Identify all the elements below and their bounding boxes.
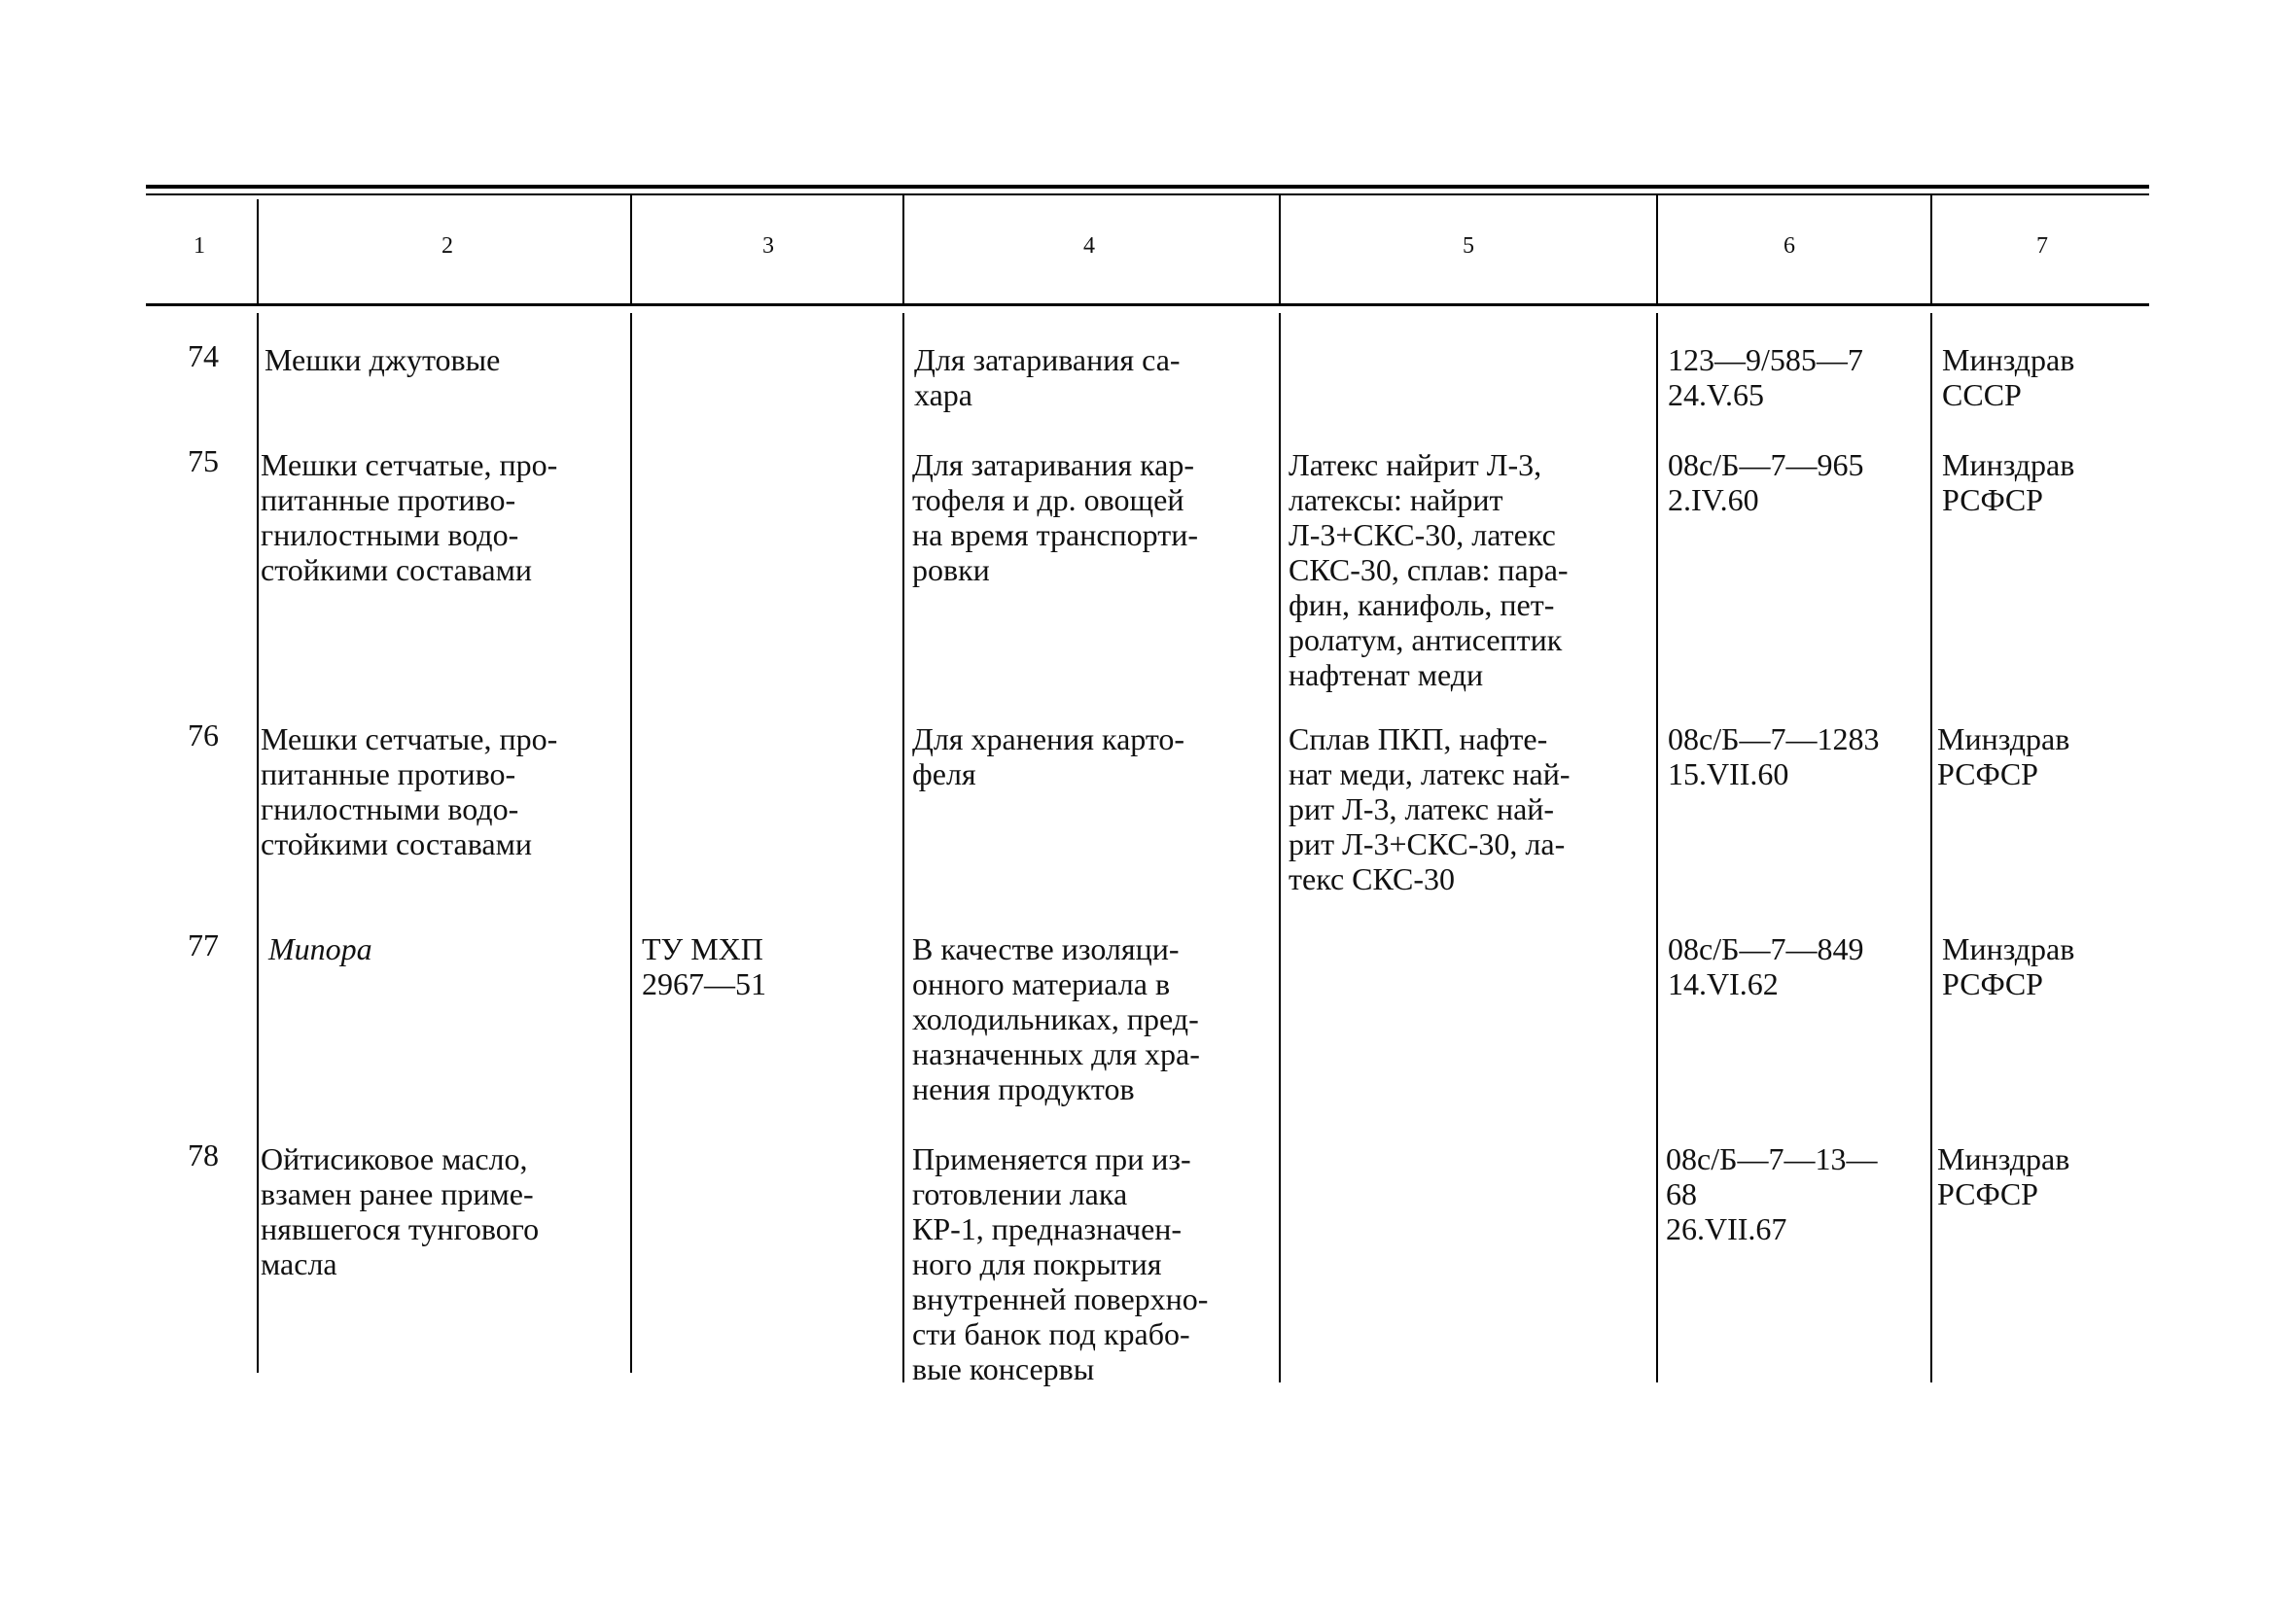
col-header-4: 4 [1083,233,1095,259]
purpose: Для хранения карто- феля [912,721,1185,791]
col-divider [257,313,259,1373]
col-header-6: 6 [1784,233,1795,259]
row-number: 78 [188,1137,219,1172]
col-divider [1279,194,1281,303]
col-divider [630,194,632,303]
issuing-authority: Минздрав РСФСР [1937,721,2070,791]
row-number: 74 [188,338,219,373]
issuing-authority: Минздрав РСФСР [1937,1141,2070,1211]
permit-number: 08с/Б—7—1283 15.VII.60 [1668,721,1880,791]
issuing-authority: Минздрав РСФСР [1942,931,2075,1001]
col-divider [1656,194,1658,303]
purpose: Применяется при из- готовлении лака КР-1, предназначен- ного для покрытия внутренней поверхно- сти банок под крабо- вые консервы [912,1141,1209,1386]
composition: Латекс найрит Л-3, латексы: найрит Л-3+СКС-30, латекс СКС-30, сплав: пара- фин, канифоль, пет- ролатум, антисептик нафтенат меди [1289,447,1569,692]
spec-code: ТУ МХП 2967—51 [642,931,766,1001]
col-divider [902,194,904,303]
row-number: 76 [188,717,219,752]
col-divider [1656,313,1658,1382]
col-divider [1930,313,1932,1382]
col-header-2: 2 [442,233,453,259]
col-divider [630,313,632,1373]
row-number: 77 [188,927,219,962]
issuing-authority: Минздрав СССР [1942,342,2075,412]
row-number: 75 [188,443,219,478]
col-divider [1930,194,1932,303]
permit-number: 08с/Б—7—965 2.IV.60 [1668,447,1864,517]
col-divider [257,199,259,303]
item-name: Мешки сетчатые, про- питанные противо- гнилостными водо- стойкими составами [261,721,558,861]
purpose: Для затаривания кар- тофеля и др. овощей на время транспорти- ровки [912,447,1198,587]
issuing-authority: Минздрав РСФСР [1942,447,2075,517]
item-name: Мешки джутовые [265,342,501,377]
item-name: Ойтисиковое масло, взамен ранее приме- нявшегося тунгового масла [261,1141,540,1281]
permit-number: 08с/Б—7—13— 68 26.VII.67 [1666,1141,1878,1246]
col-header-3: 3 [762,233,774,259]
table-top-rule [146,185,2149,189]
item-name: Мипора [268,931,372,966]
purpose: В качестве изоляци- онного материала в холодильниках, пред- назначенных для хра- нения продуктов [912,931,1200,1106]
table-header-rule [146,303,2149,306]
purpose: Для затаривания са- хара [914,342,1181,412]
table-top-rule-thin [146,193,2149,195]
col-divider [902,313,904,1382]
col-header-7: 7 [2036,233,2048,259]
permit-number: 08с/Б—7—849 14.VI.62 [1668,931,1864,1001]
item-name: Мешки сетчатые, про- питанные противо- гнилостными водо- стойкими составами [261,447,558,587]
composition: Сплав ПКП, нафте- нат меди, латекс най- рит Л-3, латекс най- рит Л-3+СКС-30, ла- текс СКС-30 [1289,721,1571,896]
col-header-1: 1 [194,233,205,259]
col-header-5: 5 [1463,233,1474,259]
col-divider [1279,313,1281,1382]
permit-number: 123—9/585—7 24.V.65 [1668,342,1863,412]
